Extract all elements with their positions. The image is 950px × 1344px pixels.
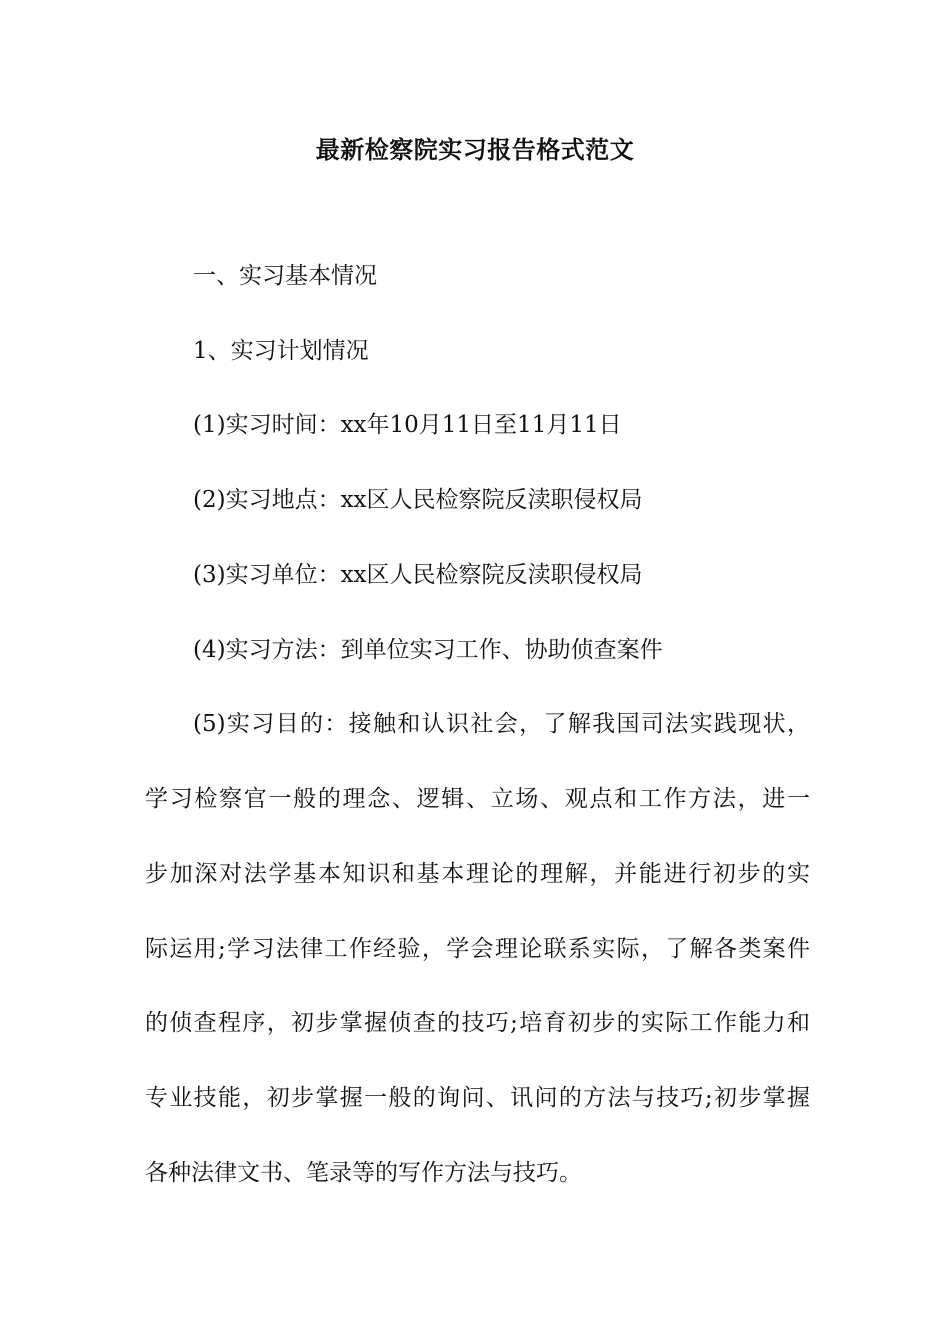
plan-item-location: (2)实习地点：xx区人民检察院反渎职侵权局 xyxy=(193,487,643,513)
plan-item-time: (1)实习时间：xx年10月11日至11月11日 xyxy=(193,412,622,438)
section-heading: 一、实习基本情况 xyxy=(193,263,377,289)
paragraph-line: 专业技能，初步掌握一般的询问、讯问的方法与技巧;初步掌握 xyxy=(145,1085,810,1111)
paragraph-line: 际运用;学习法律工作经验，学会理论联系实际，了解各类案件 xyxy=(145,936,810,962)
plan-item-unit: (3)实习单位：xx区人民检察院反渎职侵权局 xyxy=(193,562,643,588)
subsection-heading: 1、实习计划情况 xyxy=(193,338,369,364)
paragraph-line: 的侦查程序，初步掌握侦查的技巧;培育初步的实际工作能力和 xyxy=(145,1010,810,1036)
plan-item-purpose: (5)实习目的：接触和认识社会，了解我国司法实践现状， xyxy=(193,711,810,737)
paragraph-line: 各种法律文书、笔录等的写作方法与技巧。 xyxy=(145,1160,582,1186)
plan-item-method: (4)实习方法：到单位实习工作、协助侦查案件 xyxy=(193,637,663,663)
paragraph-line: 步加深对法学基本知识和基本理论的理解，并能进行初步的实 xyxy=(145,861,810,887)
document-title: 最新检察院实习报告格式范文 xyxy=(315,136,635,164)
paragraph-line: 学习检察官一般的理念、逻辑、立场、观点和工作方法，进一 xyxy=(145,786,810,812)
